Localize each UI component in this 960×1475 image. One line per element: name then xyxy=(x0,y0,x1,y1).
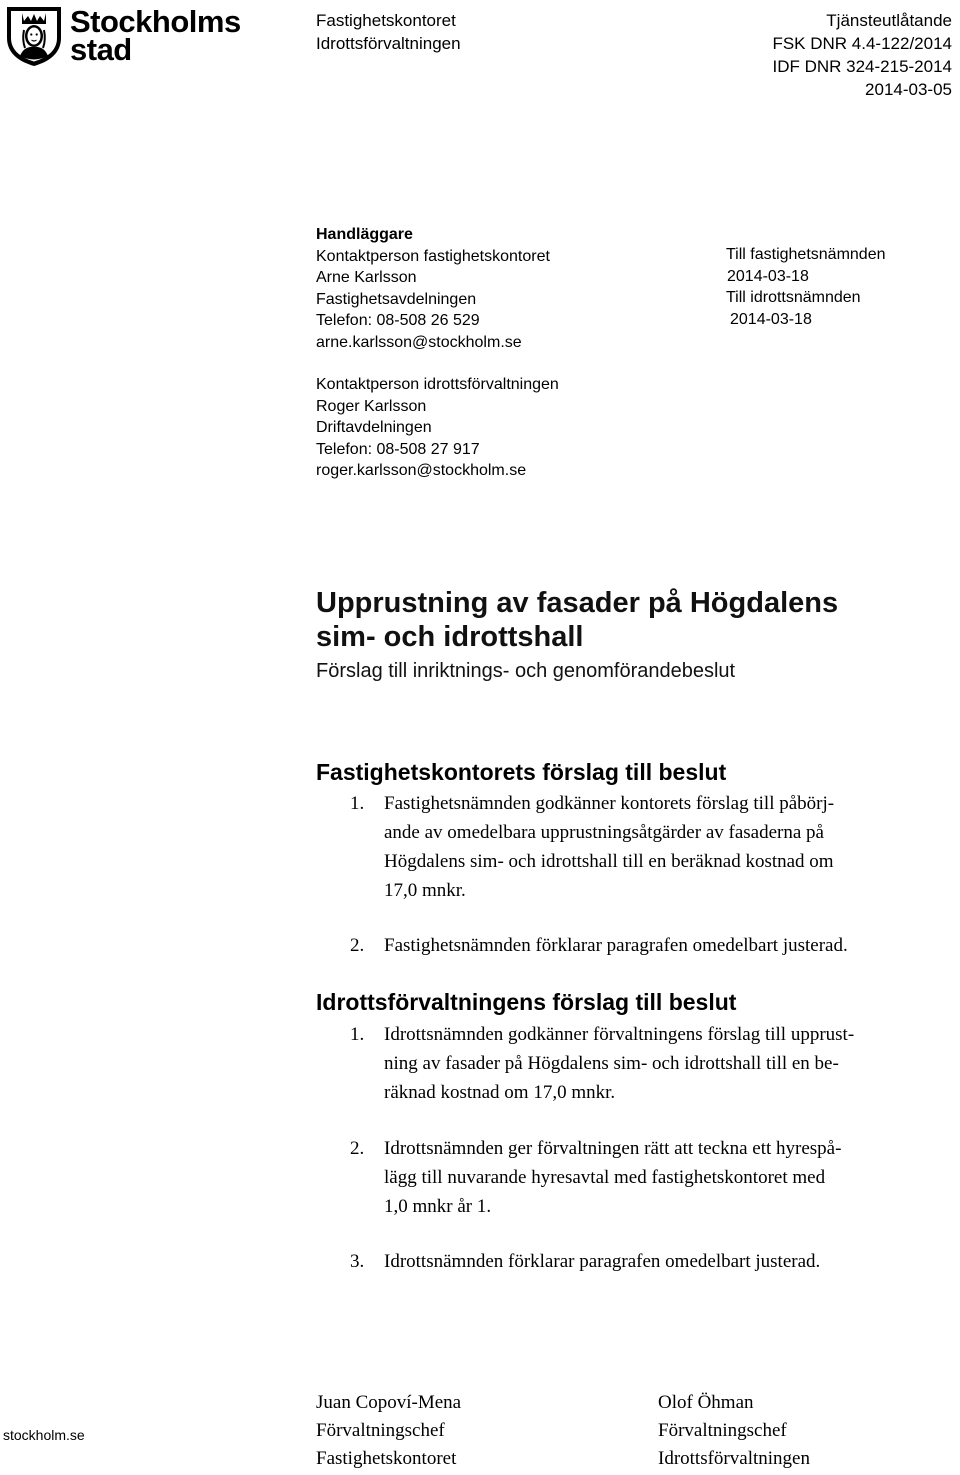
item-number: 2. xyxy=(350,1138,365,1159)
item-line: räknad kostnad om 17,0 mnkr. xyxy=(384,1082,616,1103)
section2-heading: Idrottsförvaltningens förslag till beslut xyxy=(316,989,737,1015)
item-text xyxy=(384,1134,944,1221)
document-title xyxy=(316,586,838,654)
item-line: Fastighetsnämnden godkänner kontorets förslag till påbörj- xyxy=(384,793,835,814)
logo-wordmark xyxy=(70,4,241,67)
item-text xyxy=(384,931,944,960)
item-line: Idrottsnämnden godkänner förvaltningens förslag till upprust- xyxy=(384,1024,855,1045)
document-date: 2014-03-05 xyxy=(865,80,952,99)
fsk-diary-number: FSK DNR 4.4-122/2014 xyxy=(772,34,952,53)
item-line: Högdalens sim- och idrottshall till en beräknad kostnad om xyxy=(384,851,834,872)
contact2-role: Kontaktperson idrottsförvaltningen xyxy=(316,376,559,393)
item-line: Idrottsnämnden ger förvaltningen rätt att teckna ett hyrespå- xyxy=(384,1138,842,1159)
contact1-role: Kontaktperson fastighetskontoret xyxy=(316,247,550,265)
logo-line-1: Stockholms xyxy=(70,4,241,39)
item-line: lägg till nuvarande hyresavtal med fastighetskontoret med xyxy=(384,1167,826,1188)
signer-title: Förvaltningschef xyxy=(316,1420,445,1441)
stockholm-crown-shield-icon xyxy=(4,4,64,68)
item-number: 1. xyxy=(350,793,365,814)
idf-diary-number: IDF DNR 324-215-2014 xyxy=(772,57,952,76)
contact2-phone: Telefon: 08-508 27 917 xyxy=(316,440,480,458)
item-text xyxy=(384,1247,944,1276)
signer-name: Olof Öhman xyxy=(658,1392,754,1413)
contact2-name: Roger Karlsson xyxy=(316,397,427,415)
contact1-department: Fastighetsavdelningen xyxy=(316,290,477,308)
item-line: 17,0 mnkr. xyxy=(384,880,466,901)
item-line: Fastighetsnämnden förklarar paragrafen omedelbart justerad. xyxy=(384,935,848,956)
recipients-block xyxy=(726,244,886,330)
signer-organization: Idrottsförvaltningen xyxy=(658,1448,810,1469)
item-line: Idrottsnämnden förklarar paragrafen omedelbart justerad. xyxy=(384,1251,821,1272)
item-number: 1. xyxy=(350,1024,365,1045)
recipient-2-date: 2014-03-18 xyxy=(730,310,812,328)
item-number: 2. xyxy=(350,935,365,956)
header-document-info xyxy=(772,9,952,101)
item-line: ande av omedelbara upprustningsåtgärder av fasaderna på xyxy=(384,822,824,843)
handlaggare-heading: Handläggare xyxy=(316,226,413,243)
recipient-1-date: 2014-03-18 xyxy=(727,267,809,285)
item-number: 3. xyxy=(350,1251,365,1272)
item-line: 1,0 mnkr år 1. xyxy=(384,1196,492,1217)
contact1-email: arne.karlsson@stockholm.se xyxy=(316,333,522,351)
document-subtitle: Förslag till inriktnings- och genomförandebeslut xyxy=(316,660,736,682)
signer-name: Juan Copoví-Mena xyxy=(316,1392,462,1413)
contact1-phone: Telefon: 08-508 26 529 xyxy=(316,312,480,329)
signer-title: Förvaltningschef xyxy=(658,1420,787,1441)
document-type: Tjänsteutlåtande xyxy=(826,11,952,30)
contact2-email: roger.karlsson@stockholm.se xyxy=(316,462,527,479)
recipient-2: Till idrottsnämnden xyxy=(726,289,861,306)
logo-line-2: stad xyxy=(70,32,132,67)
contact2-block xyxy=(316,374,559,482)
recipient-1: Till fastighetsnämnden xyxy=(726,246,886,263)
footer-website: stockholm.se xyxy=(3,1427,85,1443)
header-office: Fastighetskontoret xyxy=(316,11,456,30)
contact1-name: Arne Karlsson xyxy=(316,269,417,286)
header-administration: Idrottsförvaltningen xyxy=(316,34,461,53)
stockholms-stad-logo xyxy=(4,4,241,68)
title-line-2: sim- och idrottshall xyxy=(316,621,584,653)
contact2-department: Driftavdelningen xyxy=(316,419,432,436)
signature-block-1 xyxy=(316,1389,461,1473)
item-line: ning av fasader på Högdalens sim- och idrottshall till en be- xyxy=(384,1053,839,1074)
section1-heading: Fastighetskontorets förslag till beslut xyxy=(316,759,727,785)
item-text xyxy=(384,1020,944,1107)
item-text xyxy=(384,789,944,905)
header-organizations xyxy=(316,9,461,55)
handlaggare-block xyxy=(316,224,550,353)
title-line-1: Upprustning av fasader på Högdalens xyxy=(316,587,839,619)
signature-block-2 xyxy=(658,1389,810,1473)
signer-organization: Fastighetskontoret xyxy=(316,1448,457,1469)
